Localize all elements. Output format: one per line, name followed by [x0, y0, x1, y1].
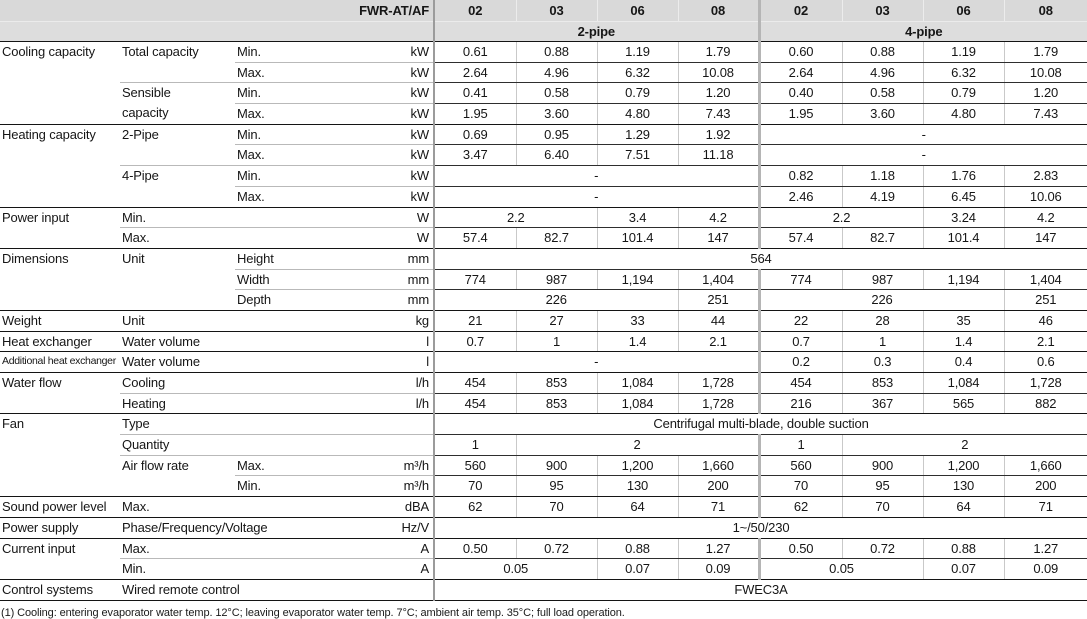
- table-header: [0, 0, 1087, 42]
- value-cell: 1,728: [678, 373, 759, 394]
- value-cell: 4.80: [923, 104, 1004, 125]
- value-cell: 1,200: [597, 455, 678, 476]
- value-cell: 3.24: [923, 207, 1004, 228]
- value-cell: 200: [678, 476, 759, 497]
- value-cell: 900: [516, 455, 597, 476]
- value-cell: 0.05: [759, 559, 923, 580]
- row-label-2: Water volume: [120, 331, 332, 352]
- unit-label: l/h: [332, 393, 434, 414]
- value-cell: 0.07: [923, 559, 1004, 580]
- value-cell: 11.18: [678, 145, 759, 166]
- value-cell: 454: [434, 393, 516, 414]
- unit-label: [332, 414, 434, 435]
- value-cell: 0.58: [842, 83, 923, 104]
- table-row: [0, 331, 1087, 352]
- value-cell: 900: [842, 455, 923, 476]
- row-label-3: Min.: [235, 42, 332, 63]
- unit-label: kW: [332, 83, 434, 104]
- row-label-1: Fan: [0, 414, 120, 497]
- value-cell: 3.4: [597, 207, 678, 228]
- value-cell: 0.69: [434, 124, 516, 145]
- value-cell: 70: [759, 476, 842, 497]
- value-cell: 0.09: [678, 559, 759, 580]
- value-cell: 1.20: [1004, 83, 1087, 104]
- value-cell: 0.4: [923, 352, 1004, 373]
- value-cell: 147: [678, 228, 759, 249]
- row-label-2: Max.: [120, 538, 332, 559]
- value-cell: 2.1: [1004, 331, 1087, 352]
- value-cell: 4.96: [842, 62, 923, 83]
- unit-label: kW: [332, 42, 434, 63]
- row-label-1: Power input: [0, 207, 120, 248]
- row-label-2: Min.: [120, 559, 332, 580]
- value-cell: 130: [597, 476, 678, 497]
- value-cell: 774: [759, 269, 842, 290]
- unit-label: mm: [332, 269, 434, 290]
- value-cell: 0.58: [516, 83, 597, 104]
- value-cell: 853: [516, 373, 597, 394]
- value-cell: 4.80: [597, 104, 678, 125]
- value-cell: 1.79: [678, 42, 759, 63]
- table-row: [0, 455, 1087, 476]
- group-header: 2-pipe: [434, 22, 759, 42]
- row-label-3: Height: [235, 248, 332, 269]
- value-cell: 2.64: [434, 62, 516, 83]
- value-cell: 0.7: [759, 331, 842, 352]
- row-label-3: Max.: [235, 62, 332, 83]
- value-cell: 4.2: [678, 207, 759, 228]
- value-cell: 130: [923, 476, 1004, 497]
- value-cell: 71: [678, 497, 759, 518]
- value-cell: 70: [842, 497, 923, 518]
- row-label-1: Control systems: [0, 579, 120, 600]
- row-label-3: Min.: [235, 124, 332, 145]
- row-label-1: Dimensions: [0, 248, 120, 310]
- value-cell: 4.19: [842, 186, 923, 207]
- value-cell: 0.40: [759, 83, 842, 104]
- unit-label: A: [332, 559, 434, 580]
- table-row: [0, 166, 1087, 187]
- row-label-1: Additional heat exchanger: [0, 352, 120, 373]
- value-cell: 0.6: [1004, 352, 1087, 373]
- value-cell: 200: [1004, 476, 1087, 497]
- value-cell: 35: [923, 310, 1004, 331]
- value-cell: 1: [434, 435, 516, 456]
- unit-label: [332, 579, 434, 600]
- row-label-2: Phase/Frequency/Voltage: [120, 517, 332, 538]
- table-row: [0, 435, 1087, 456]
- value-cell: 6.32: [923, 62, 1004, 83]
- row-label-2: Max.: [120, 228, 332, 249]
- row-label-3: Max.: [235, 455, 332, 476]
- value-cell: 44: [678, 310, 759, 331]
- table-row: [0, 579, 1087, 600]
- value-cell: 0.07: [597, 559, 678, 580]
- value-cell: 0.41: [434, 83, 516, 104]
- value-cell: 57.4: [759, 228, 842, 249]
- value-cell: 10.08: [1004, 62, 1087, 83]
- value-cell: 0.05: [434, 559, 597, 580]
- table-row: [0, 248, 1087, 269]
- row-label-2: Total capacity: [120, 42, 235, 83]
- unit-label: l: [332, 352, 434, 373]
- table-row: [0, 124, 1087, 145]
- value-cell: 0.88: [923, 538, 1004, 559]
- table-row: [0, 414, 1087, 435]
- value-cell: 987: [516, 269, 597, 290]
- unit-label: l/h: [332, 373, 434, 394]
- value-cell: 367: [842, 393, 923, 414]
- value-cell: 1,084: [597, 393, 678, 414]
- value-cell: 1,660: [1004, 455, 1087, 476]
- value-cell: 1.19: [597, 42, 678, 63]
- value-cell: -: [434, 186, 759, 207]
- value-cell: 82.7: [516, 228, 597, 249]
- value-cell: 1,660: [678, 455, 759, 476]
- value-cell: 10.06: [1004, 186, 1087, 207]
- value-cell: -: [759, 124, 1087, 145]
- value-cell: 2.83: [1004, 166, 1087, 187]
- unit-label: l: [332, 331, 434, 352]
- value-cell: 2: [516, 435, 759, 456]
- row-label-3: Min.: [235, 476, 332, 497]
- row-label-2: Type: [120, 414, 332, 435]
- value-cell: 0.88: [842, 42, 923, 63]
- model-header: 06: [923, 0, 1004, 22]
- unit-label: kW: [332, 186, 434, 207]
- value-cell: Centrifugal multi-blade, double suction: [434, 414, 1087, 435]
- value-cell: 0.72: [842, 538, 923, 559]
- value-cell: 2.46: [759, 186, 842, 207]
- row-label-1: Weight: [0, 310, 120, 331]
- unit-label: W: [332, 228, 434, 249]
- row-label-2: Sensible capacity: [120, 83, 235, 124]
- table-row: [0, 83, 1087, 104]
- model-header: 02: [759, 0, 842, 22]
- value-cell: -: [434, 352, 759, 373]
- value-cell: 3.47: [434, 145, 516, 166]
- unit-label: Hz/V: [332, 517, 434, 538]
- row-label-1: Sound power level: [0, 497, 120, 518]
- value-cell: 0.3: [842, 352, 923, 373]
- unit-label: dBA: [332, 497, 434, 518]
- value-cell: 1.76: [923, 166, 1004, 187]
- value-cell: 882: [1004, 393, 1087, 414]
- value-cell: 1,728: [678, 393, 759, 414]
- row-label-2: Air flow rate: [120, 455, 235, 496]
- value-cell: 0.50: [434, 538, 516, 559]
- value-cell: 0.50: [759, 538, 842, 559]
- value-cell: 62: [434, 497, 516, 518]
- row-label-3: Width: [235, 269, 332, 290]
- unit-label: kW: [332, 104, 434, 125]
- value-cell: 1,194: [597, 269, 678, 290]
- row-label-2: Unit: [120, 248, 235, 310]
- value-cell: 6.32: [597, 62, 678, 83]
- value-cell: 101.4: [923, 228, 1004, 249]
- table-row: [0, 497, 1087, 518]
- row-label-2: Wired remote control: [120, 579, 332, 600]
- unit-label: mm: [332, 248, 434, 269]
- value-cell: 1,728: [1004, 373, 1087, 394]
- value-cell: 95: [842, 476, 923, 497]
- row-label-2: Quantity: [120, 435, 332, 456]
- row-label-1: Power supply: [0, 517, 120, 538]
- value-cell: 3.60: [516, 104, 597, 125]
- value-cell: 251: [1004, 290, 1087, 311]
- value-cell: 853: [842, 373, 923, 394]
- row-label-3: Depth: [235, 290, 332, 311]
- value-cell: 216: [759, 393, 842, 414]
- value-cell: 1.95: [759, 104, 842, 125]
- value-cell: 71: [1004, 497, 1087, 518]
- value-cell: 560: [759, 455, 842, 476]
- value-cell: 33: [597, 310, 678, 331]
- value-cell: 1.19: [923, 42, 1004, 63]
- value-cell: 1.27: [678, 538, 759, 559]
- value-cell: 1.20: [678, 83, 759, 104]
- table-body: [0, 42, 1087, 601]
- row-label-2: Max.: [120, 497, 332, 518]
- model-header: 06: [597, 0, 678, 22]
- value-cell: 0.72: [516, 538, 597, 559]
- value-cell: 28: [842, 310, 923, 331]
- value-cell: 1,084: [597, 373, 678, 394]
- value-cell: 0.88: [516, 42, 597, 63]
- value-cell: 4.2: [1004, 207, 1087, 228]
- value-cell: 454: [759, 373, 842, 394]
- value-cell: 1,404: [1004, 269, 1087, 290]
- value-cell: 1.92: [678, 124, 759, 145]
- row-label-1: Water flow: [0, 373, 120, 414]
- value-cell: 251: [678, 290, 759, 311]
- row-label-2: Water volume: [120, 352, 332, 373]
- table-row: [0, 207, 1087, 228]
- value-cell: 7.43: [1004, 104, 1087, 125]
- value-cell: 2.2: [434, 207, 597, 228]
- value-cell: -: [759, 145, 1087, 166]
- value-cell: 0.61: [434, 42, 516, 63]
- value-cell: 853: [516, 393, 597, 414]
- unit-label: m³/h: [332, 455, 434, 476]
- value-cell: 4.96: [516, 62, 597, 83]
- value-cell: 1,200: [923, 455, 1004, 476]
- value-cell: 101.4: [597, 228, 678, 249]
- row-label-1: Heating capacity: [0, 124, 120, 207]
- value-cell: 6.45: [923, 186, 1004, 207]
- value-cell: 0.2: [759, 352, 842, 373]
- row-label-3: Min.: [235, 166, 332, 187]
- value-cell: 0.79: [597, 83, 678, 104]
- value-cell: 27: [516, 310, 597, 331]
- value-cell: 10.08: [678, 62, 759, 83]
- unit-label: mm: [332, 290, 434, 311]
- unit-label: m³/h: [332, 476, 434, 497]
- row-label-2: 2-Pipe: [120, 124, 235, 165]
- row-label-3: Max.: [235, 145, 332, 166]
- value-cell: 21: [434, 310, 516, 331]
- row-label-2: 4-Pipe: [120, 166, 235, 207]
- value-cell: 95: [516, 476, 597, 497]
- value-cell: 147: [1004, 228, 1087, 249]
- value-cell: 560: [434, 455, 516, 476]
- value-cell: 3.60: [842, 104, 923, 125]
- value-cell: 1.29: [597, 124, 678, 145]
- table-row: [0, 373, 1087, 394]
- value-cell: 2.2: [759, 207, 923, 228]
- value-cell: 64: [923, 497, 1004, 518]
- value-cell: 987: [842, 269, 923, 290]
- unit-label: kW: [332, 124, 434, 145]
- value-cell: 64: [597, 497, 678, 518]
- value-cell: 1,404: [678, 269, 759, 290]
- value-cell: 0.88: [597, 538, 678, 559]
- table-row: [0, 228, 1087, 249]
- table-row: [0, 517, 1087, 538]
- value-cell: 1~/50/230: [434, 517, 1087, 538]
- value-cell: 1: [842, 331, 923, 352]
- value-cell: 0.82: [759, 166, 842, 187]
- value-cell: 0.09: [1004, 559, 1087, 580]
- value-cell: 7.51: [597, 145, 678, 166]
- row-label-1: Heat exchanger: [0, 331, 120, 352]
- value-cell: 1.27: [1004, 538, 1087, 559]
- value-cell: FWEC3A: [434, 579, 1087, 600]
- value-cell: 1: [516, 331, 597, 352]
- value-cell: 2.1: [678, 331, 759, 352]
- value-cell: 2: [842, 435, 1087, 456]
- row-label-1: Cooling capacity: [0, 42, 120, 125]
- model-header: 08: [1004, 0, 1087, 22]
- value-cell: 565: [923, 393, 1004, 414]
- value-cell: 774: [434, 269, 516, 290]
- value-cell: 7.43: [678, 104, 759, 125]
- footnote: (1) Cooling: entering evaporator water temp. 12°C; leaving evaporator water temp. 7°C; ambient air temp. 35°C; full load operation.: [1, 606, 625, 619]
- value-cell: 1: [759, 435, 842, 456]
- row-label-2: Heating: [120, 393, 332, 414]
- unit-label: [332, 435, 434, 456]
- row-label-3: Max.: [235, 104, 332, 125]
- value-cell: 6.40: [516, 145, 597, 166]
- value-cell: 1.79: [1004, 42, 1087, 63]
- value-cell: 0.60: [759, 42, 842, 63]
- header-spacer: [0, 22, 434, 42]
- unit-label: kW: [332, 166, 434, 187]
- model-header: 08: [678, 0, 759, 22]
- unit-label: kW: [332, 145, 434, 166]
- unit-label: kg: [332, 310, 434, 331]
- table-row: [0, 352, 1087, 373]
- value-cell: 82.7: [842, 228, 923, 249]
- value-cell: 1,084: [923, 373, 1004, 394]
- row-label-2: Cooling: [120, 373, 332, 394]
- table-row: [0, 393, 1087, 414]
- table-title: FWR-AT/AF: [0, 0, 434, 22]
- model-header: 03: [516, 0, 597, 22]
- value-cell: 454: [434, 373, 516, 394]
- table-row: [0, 559, 1087, 580]
- unit-label: kW: [332, 62, 434, 83]
- value-cell: 564: [434, 248, 1087, 269]
- value-cell: 1,194: [923, 269, 1004, 290]
- table-row: [0, 42, 1087, 63]
- value-cell: 1.18: [842, 166, 923, 187]
- unit-label: W: [332, 207, 434, 228]
- table-row: [0, 538, 1087, 559]
- unit-label: A: [332, 538, 434, 559]
- model-header: 03: [842, 0, 923, 22]
- value-cell: 1.4: [597, 331, 678, 352]
- value-cell: 0.79: [923, 83, 1004, 104]
- value-cell: 22: [759, 310, 842, 331]
- value-cell: -: [434, 166, 759, 187]
- value-cell: 57.4: [434, 228, 516, 249]
- row-label-2: Min.: [120, 207, 332, 228]
- value-cell: 0.95: [516, 124, 597, 145]
- value-cell: 1.4: [923, 331, 1004, 352]
- value-cell: 1.95: [434, 104, 516, 125]
- table-row: [0, 310, 1087, 331]
- value-cell: 226: [434, 290, 678, 311]
- group-header: 4-pipe: [759, 22, 1087, 42]
- value-cell: 46: [1004, 310, 1087, 331]
- value-cell: 70: [434, 476, 516, 497]
- row-label-1: Current input: [0, 538, 120, 579]
- value-cell: 70: [516, 497, 597, 518]
- value-cell: 226: [759, 290, 1004, 311]
- value-cell: 0.7: [434, 331, 516, 352]
- row-label-3: Max.: [235, 186, 332, 207]
- value-cell: 2.64: [759, 62, 842, 83]
- row-label-3: Min.: [235, 83, 332, 104]
- row-label-2: Unit: [120, 310, 332, 331]
- value-cell: 62: [759, 497, 842, 518]
- model-header: 02: [434, 0, 516, 22]
